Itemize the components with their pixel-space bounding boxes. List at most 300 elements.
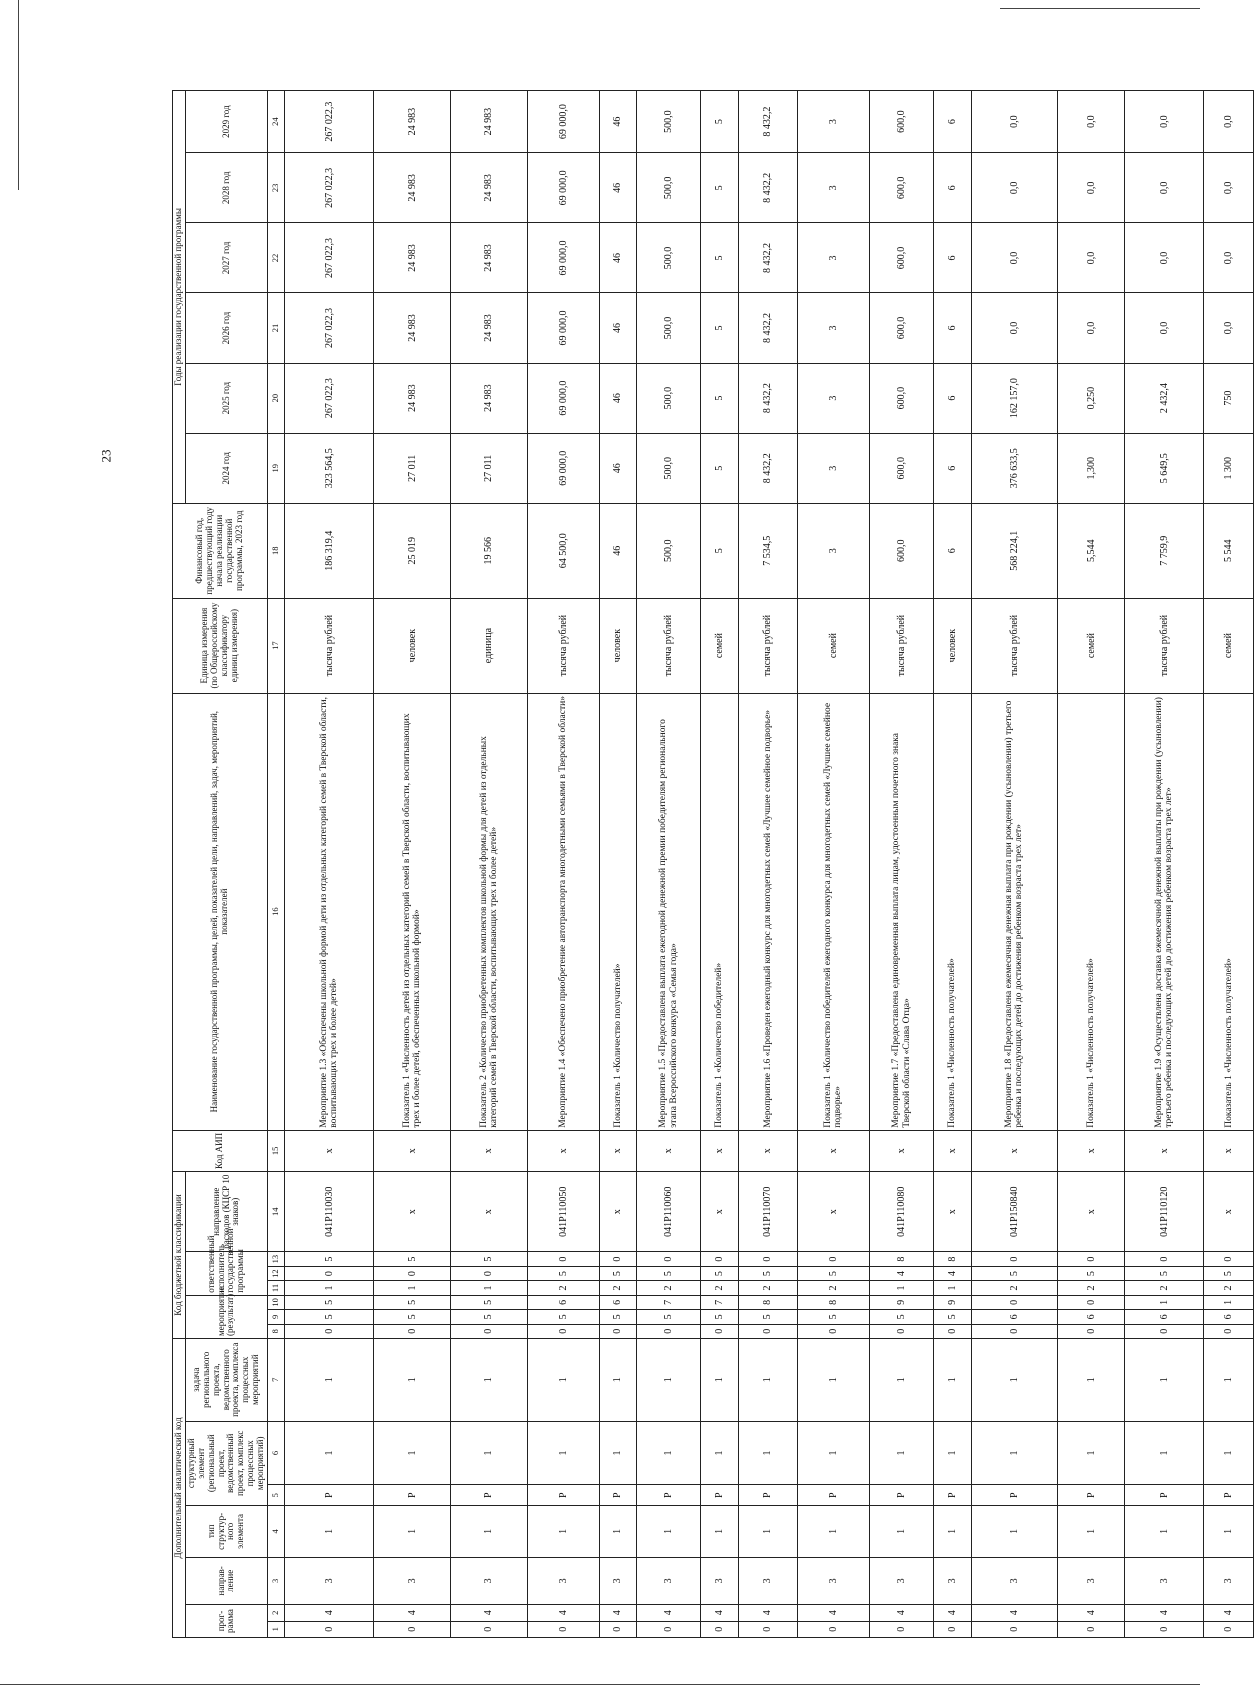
unit-cell: тысяча рублей: [285, 598, 374, 693]
prev-year-value: 500,0: [636, 503, 700, 598]
unit-cell: семей: [701, 598, 738, 693]
year-value: 8 432,2: [738, 433, 797, 503]
table-row: [599, 91, 636, 1638]
code-cell: 6: [527, 1295, 599, 1309]
code-cell: 4: [1125, 1605, 1204, 1621]
code-cell: 0: [451, 1324, 528, 1338]
scan-edge-top: [1000, 8, 1200, 9]
code-cell: 5: [934, 1310, 971, 1324]
table-row: [934, 91, 971, 1638]
code-cell: 1: [869, 1281, 933, 1295]
header-additional-code: Дополнительный аналитический код: [173, 1338, 186, 1637]
year-value: 3: [798, 91, 870, 153]
code-cell: 3: [599, 1557, 636, 1604]
code-cell: 1: [934, 1506, 971, 1558]
code-cell: 3: [971, 1557, 1058, 1604]
code-cell: 0: [636, 1621, 700, 1637]
name-cell: Показатель 1 «Численность получателей»: [934, 693, 971, 1130]
code-cell: 2: [636, 1281, 700, 1295]
header-year-2027: 2027 год: [185, 223, 267, 293]
code-cell: 0: [1058, 1621, 1125, 1637]
code-cell: 5: [285, 1310, 374, 1324]
code-cell: Р: [599, 1485, 636, 1506]
year-value: 46: [599, 293, 636, 363]
code-cell: 1: [738, 1506, 797, 1558]
code-cell: 5: [374, 1295, 451, 1309]
aip-cell: х: [527, 1130, 599, 1171]
code-cell: 0: [1204, 1324, 1254, 1338]
aip-cell: х: [971, 1130, 1058, 1171]
code-cell: 5: [374, 1310, 451, 1324]
year-value: 24 983: [451, 293, 528, 363]
header-year-2029: 2029 год: [185, 91, 267, 153]
aip-cell: х: [934, 1130, 971, 1171]
column-number: 5: [268, 1485, 285, 1506]
code-cell: 1: [599, 1421, 636, 1485]
year-value: 267 022,3: [285, 363, 374, 433]
code-cell: 1: [1204, 1506, 1254, 1558]
column-number: 21: [268, 293, 285, 363]
aip-cell: х: [869, 1130, 933, 1171]
year-value: 46: [599, 363, 636, 433]
code-cell: 5: [527, 1266, 599, 1280]
prev-year-value: 5 544: [1204, 503, 1254, 598]
year-value: 323 564,5: [285, 433, 374, 503]
code-cell: 0: [701, 1252, 738, 1266]
year-value: 6: [934, 293, 971, 363]
year-value: 267 022,3: [285, 91, 374, 153]
code-cell: 2: [1125, 1281, 1204, 1295]
expense-direction-cell: х: [374, 1172, 451, 1252]
header-element-type: тип структур-ного элемента: [185, 1506, 267, 1558]
code-cell: 0: [1204, 1621, 1254, 1637]
year-value: 69 000,0: [527, 363, 599, 433]
aip-cell: х: [374, 1130, 451, 1171]
code-cell: 2: [527, 1281, 599, 1295]
year-value: 3: [798, 433, 870, 503]
year-value: 0,0: [971, 91, 1058, 153]
code-cell: Р: [701, 1485, 738, 1506]
code-cell: Р: [1058, 1485, 1125, 1506]
name-cell: Показатель 1 «Численность получателей»: [1058, 693, 1125, 1130]
code-cell: 7: [701, 1295, 738, 1309]
code-cell: Р: [738, 1485, 797, 1506]
code-cell: 4: [374, 1605, 451, 1621]
column-number: 16: [268, 693, 285, 1130]
code-cell: 3: [285, 1557, 374, 1604]
code-cell: 1: [701, 1506, 738, 1558]
column-number: 3: [268, 1557, 285, 1604]
code-cell: 3: [934, 1557, 971, 1604]
code-cell: 0: [599, 1324, 636, 1338]
scan-edge-left: [18, 0, 19, 190]
column-number: 4: [268, 1506, 285, 1558]
header-expense-direction: направление расходов (КЦСР 10 знаков): [185, 1172, 267, 1252]
prev-year-value: 600,0: [869, 503, 933, 598]
table-row: [451, 91, 528, 1638]
code-cell: Р: [934, 1485, 971, 1506]
unit-cell: тысяча рублей: [527, 598, 599, 693]
code-cell: 0: [636, 1324, 700, 1338]
code-cell: 1: [636, 1338, 700, 1421]
table-row: [798, 91, 870, 1638]
code-cell: 0: [1125, 1621, 1204, 1637]
year-value: 500,0: [636, 153, 700, 223]
name-cell: Мероприятие 1.7 «Предоставлена единовременная выплата лицам, удостоенным почетного знака Тверской области «Слава Отца»: [869, 693, 933, 1130]
table-body: [285, 91, 1254, 1638]
code-cell: 2: [971, 1281, 1058, 1295]
code-cell: 1: [636, 1421, 700, 1485]
code-cell: 0: [636, 1252, 700, 1266]
code-cell: 1: [971, 1421, 1058, 1485]
name-cell: Мероприятие 1.9 «Осуществлена доставка ежемесячной денежной выплаты при рождении (усыновлении) третьего ребенка и последующих детей до достижения ребенком возраста трех лет»: [1125, 693, 1204, 1130]
code-cell: 4: [934, 1266, 971, 1280]
unit-cell: человек: [374, 598, 451, 693]
code-cell: 0: [869, 1621, 933, 1637]
unit-cell: тысяча рублей: [869, 598, 933, 693]
code-cell: 4: [1204, 1605, 1254, 1621]
year-value: 69 000,0: [527, 153, 599, 223]
code-cell: 8: [869, 1252, 933, 1266]
unit-cell: тысяча рублей: [1125, 598, 1204, 693]
header-program: прог-рамма: [185, 1605, 267, 1638]
year-value: 600,0: [869, 433, 933, 503]
code-cell: 1: [738, 1421, 797, 1485]
code-cell: 0: [285, 1324, 374, 1338]
code-cell: 4: [934, 1605, 971, 1621]
year-value: 3: [798, 153, 870, 223]
header-direction: направ-ление: [185, 1557, 267, 1604]
code-cell: 2: [701, 1281, 738, 1295]
year-value: 0,0: [1058, 91, 1125, 153]
year-value: 24 983: [374, 153, 451, 223]
year-value: 0,0: [1204, 293, 1254, 363]
year-value: 3: [798, 293, 870, 363]
code-cell: 1: [869, 1421, 933, 1485]
year-value: 69 000,0: [527, 433, 599, 503]
name-cell: Показатель 2 «Количество приобретенных комплектов школьной формы для детей из отдельных категорий семей в Тверской области, воспитывающих трех и более детей»: [451, 693, 528, 1130]
code-cell: 0: [701, 1324, 738, 1338]
code-cell: 1: [636, 1506, 700, 1558]
unit-cell: человек: [599, 598, 636, 693]
header-structural-element: структурный элемент (региональный проект, ведомственный проект, комплекс процессных мероприятий): [185, 1421, 267, 1506]
code-cell: 0: [701, 1621, 738, 1637]
code-cell: 0: [1058, 1295, 1125, 1309]
prev-year-value: 6: [934, 503, 971, 598]
year-value: 500,0: [636, 223, 700, 293]
year-value: 0,0: [1125, 293, 1204, 363]
expense-direction-cell: х: [451, 1172, 528, 1252]
code-cell: 0: [798, 1252, 870, 1266]
year-value: 8 432,2: [738, 153, 797, 223]
code-cell: 1: [374, 1506, 451, 1558]
unit-cell: единица: [451, 598, 528, 693]
code-cell: Р: [636, 1485, 700, 1506]
code-cell: 5: [701, 1266, 738, 1280]
code-cell: 0: [971, 1324, 1058, 1338]
code-cell: 1: [451, 1421, 528, 1485]
column-number: 22: [268, 223, 285, 293]
column-number: 17: [268, 598, 285, 693]
code-cell: 0: [738, 1621, 797, 1637]
code-cell: 1: [285, 1506, 374, 1558]
expense-direction-cell: 041Р150840: [971, 1172, 1058, 1252]
code-cell: 0: [374, 1324, 451, 1338]
table-row: [738, 91, 797, 1638]
code-cell: 3: [527, 1557, 599, 1604]
code-cell: 5: [599, 1310, 636, 1324]
unit-cell: семей: [798, 598, 870, 693]
year-value: 0,250: [1058, 363, 1125, 433]
column-number: 20: [268, 363, 285, 433]
code-cell: 5: [869, 1310, 933, 1324]
expense-direction-cell: х: [1058, 1172, 1125, 1252]
aip-cell: х: [599, 1130, 636, 1171]
table-row: [869, 91, 933, 1638]
code-cell: 9: [934, 1295, 971, 1309]
expense-direction-cell: х: [1204, 1172, 1254, 1252]
year-value: 162 157,0: [971, 363, 1058, 433]
code-cell: 5: [599, 1266, 636, 1280]
prev-year-value: 5,544: [1058, 503, 1125, 598]
prev-year-value: 46: [599, 503, 636, 598]
code-cell: Р: [1204, 1485, 1254, 1506]
year-value: 5 649,5: [1125, 433, 1204, 503]
code-cell: 1: [374, 1281, 451, 1295]
code-cell: 1: [1125, 1421, 1204, 1485]
code-cell: 1: [934, 1338, 971, 1421]
year-value: 8 432,2: [738, 223, 797, 293]
year-value: 267 022,3: [285, 293, 374, 363]
column-number: 24: [268, 91, 285, 153]
column-numbers-row: [268, 91, 285, 1638]
year-value: 69 000,0: [527, 91, 599, 153]
code-cell: 4: [738, 1605, 797, 1621]
code-cell: 2: [1204, 1281, 1254, 1295]
code-cell: 8: [738, 1295, 797, 1309]
name-cell: Показатель 1 «Количество победителей ежегодного конкурса для многодетных семей «Лучшее семейное подворье»: [798, 693, 870, 1130]
header-year-2028: 2028 год: [185, 153, 267, 223]
code-cell: 0: [971, 1621, 1058, 1637]
year-value: 24 983: [451, 153, 528, 223]
table-frame: [172, 90, 1235, 1638]
code-cell: 1: [1058, 1338, 1125, 1421]
code-cell: 1: [374, 1421, 451, 1485]
code-cell: 4: [798, 1605, 870, 1621]
code-cell: 1: [1204, 1338, 1254, 1421]
year-value: 69 000,0: [527, 223, 599, 293]
code-cell: 0: [934, 1324, 971, 1338]
code-cell: 0: [798, 1324, 870, 1338]
aip-cell: х: [1058, 1130, 1125, 1171]
aip-cell: х: [1125, 1130, 1204, 1171]
code-cell: 0: [738, 1252, 797, 1266]
code-cell: 5: [738, 1266, 797, 1280]
year-value: 6: [934, 91, 971, 153]
prev-year-value: 64 500,0: [527, 503, 599, 598]
column-number: 23: [268, 153, 285, 223]
prev-year-value: 5: [701, 503, 738, 598]
aip-cell: х: [1204, 1130, 1254, 1171]
year-value: 5: [701, 293, 738, 363]
code-cell: 1: [798, 1506, 870, 1558]
column-number: 2: [268, 1605, 285, 1621]
name-cell: Показатель 1 «Численность детей из отдельных категорий семей в Тверской области, воспитывающих трех и более детей, обеспеченных школьной формой»: [374, 693, 451, 1130]
code-cell: 2: [1058, 1281, 1125, 1295]
expense-direction-cell: 041Р110120: [1125, 1172, 1204, 1252]
year-value: 6: [934, 433, 971, 503]
code-cell: Р: [869, 1485, 933, 1506]
unit-cell: тысяча рублей: [636, 598, 700, 693]
name-cell: Мероприятие 1.5 «Предоставлена выплата ежегодной денежной премии победителям регионального этапа Всероссийского конкурса «Семья года»: [636, 693, 700, 1130]
code-cell: 1: [934, 1421, 971, 1485]
code-cell: 1: [1125, 1506, 1204, 1558]
code-cell: 5: [971, 1266, 1058, 1280]
code-cell: 4: [636, 1605, 700, 1621]
year-value: 3: [798, 363, 870, 433]
column-number: 9: [268, 1310, 285, 1324]
code-cell: 5: [738, 1310, 797, 1324]
code-cell: Р: [798, 1485, 870, 1506]
code-cell: 3: [636, 1557, 700, 1604]
column-number: 6: [268, 1421, 285, 1485]
year-value: 267 022,3: [285, 223, 374, 293]
column-number: 12: [268, 1266, 285, 1280]
year-value: 0,0: [1204, 91, 1254, 153]
code-cell: 0: [1125, 1252, 1204, 1266]
name-cell: Мероприятие 1.6 «Проведен ежегодный конкурс для многодетных семей «Лучшее семейное подворье»: [738, 693, 797, 1130]
page-number: 23: [98, 449, 114, 463]
code-cell: Р: [971, 1485, 1058, 1506]
unit-cell: человек: [934, 598, 971, 693]
table-row: [1125, 91, 1204, 1638]
code-cell: 1: [701, 1338, 738, 1421]
code-cell: Р: [374, 1485, 451, 1506]
code-cell: 5: [451, 1252, 528, 1266]
column-number: 8: [268, 1324, 285, 1338]
unit-cell: семей: [1058, 598, 1125, 693]
column-number: 19: [268, 433, 285, 503]
code-cell: 1: [451, 1338, 528, 1421]
code-cell: 1: [285, 1338, 374, 1421]
year-value: 46: [599, 433, 636, 503]
year-value: 8 432,2: [738, 363, 797, 433]
code-cell: 0: [374, 1621, 451, 1637]
code-cell: 5: [451, 1310, 528, 1324]
code-cell: 8: [798, 1295, 870, 1309]
year-value: 6: [934, 153, 971, 223]
table-row: [971, 91, 1058, 1638]
year-value: 0,0: [1125, 91, 1204, 153]
code-cell: 0: [738, 1324, 797, 1338]
code-cell: 1: [798, 1421, 870, 1485]
year-value: 0,0: [1204, 153, 1254, 223]
header-name: Наименование государственной программы, целей, показателей цели, направлений, задач, мероприятий, показателей: [173, 693, 268, 1130]
expense-direction-cell: 041Р110080: [869, 1172, 933, 1252]
year-value: 376 633,5: [971, 433, 1058, 503]
expense-direction-cell: 041Р110070: [738, 1172, 797, 1252]
rotated-table-container: [172, 90, 1235, 1638]
header-row-1: [173, 91, 186, 1638]
year-value: 600,0: [869, 293, 933, 363]
year-value: 267 022,3: [285, 153, 374, 223]
unit-cell: тысяча рублей: [971, 598, 1058, 693]
code-cell: 3: [374, 1557, 451, 1604]
year-value: 8 432,2: [738, 91, 797, 153]
code-cell: 4: [1058, 1605, 1125, 1621]
table-row: [374, 91, 451, 1638]
year-value: 24 983: [374, 293, 451, 363]
code-cell: 1: [1204, 1295, 1254, 1309]
year-value: 24 983: [451, 363, 528, 433]
column-number: 15: [268, 1130, 285, 1171]
code-cell: 1: [869, 1506, 933, 1558]
prev-year-value: 3: [798, 503, 870, 598]
table-row: [527, 91, 599, 1638]
code-cell: 0: [599, 1252, 636, 1266]
year-value: 0,0: [1204, 223, 1254, 293]
code-cell: 1: [599, 1506, 636, 1558]
header-year-2024: 2024 год: [185, 433, 267, 503]
aip-cell: х: [285, 1130, 374, 1171]
year-value: 600,0: [869, 91, 933, 153]
table-row: [285, 91, 374, 1638]
year-value: 500,0: [636, 363, 700, 433]
header-years-group: Годы реализации государственной программы: [173, 91, 186, 504]
code-cell: 1: [1204, 1421, 1254, 1485]
table-row: [1058, 91, 1125, 1638]
code-cell: 3: [869, 1557, 933, 1604]
code-cell: 6: [971, 1310, 1058, 1324]
year-value: 8 432,2: [738, 293, 797, 363]
code-cell: Р: [527, 1485, 599, 1506]
column-number: 7: [268, 1338, 285, 1421]
unit-cell: тысяча рублей: [738, 598, 797, 693]
prev-year-value: 186 319,4: [285, 503, 374, 598]
code-cell: Р: [1125, 1485, 1204, 1506]
aip-cell: х: [738, 1130, 797, 1171]
year-value: 46: [599, 153, 636, 223]
year-value: 5: [701, 91, 738, 153]
code-cell: 0: [527, 1252, 599, 1266]
year-value: 500,0: [636, 91, 700, 153]
code-cell: 6: [599, 1295, 636, 1309]
code-cell: 5: [285, 1295, 374, 1309]
year-value: 27 011: [451, 433, 528, 503]
year-value: 46: [599, 223, 636, 293]
code-cell: 4: [869, 1605, 933, 1621]
header-measure: мероприятие (результат): [185, 1295, 267, 1338]
prev-year-value: 568 224,1: [971, 503, 1058, 598]
name-cell: Показатель 1 «Количество победителей»: [701, 693, 738, 1130]
year-value: 500,0: [636, 293, 700, 363]
code-cell: 4: [599, 1605, 636, 1621]
code-cell: 1: [451, 1281, 528, 1295]
program-table: [172, 90, 1254, 1638]
code-cell: 6: [1125, 1310, 1204, 1324]
year-value: 2 432,4: [1125, 363, 1204, 433]
code-cell: 5: [1125, 1266, 1204, 1280]
name-cell: Показатель 1 «Количество получателей»: [599, 693, 636, 1130]
prev-year-value: 7 534,5: [738, 503, 797, 598]
code-cell: 1: [934, 1281, 971, 1295]
column-number: 14: [268, 1172, 285, 1252]
code-cell: 0: [451, 1266, 528, 1280]
column-number: 10: [268, 1295, 285, 1309]
code-cell: 1: [971, 1338, 1058, 1421]
prev-year-value: 25 019: [374, 503, 451, 598]
code-cell: 0: [798, 1621, 870, 1637]
